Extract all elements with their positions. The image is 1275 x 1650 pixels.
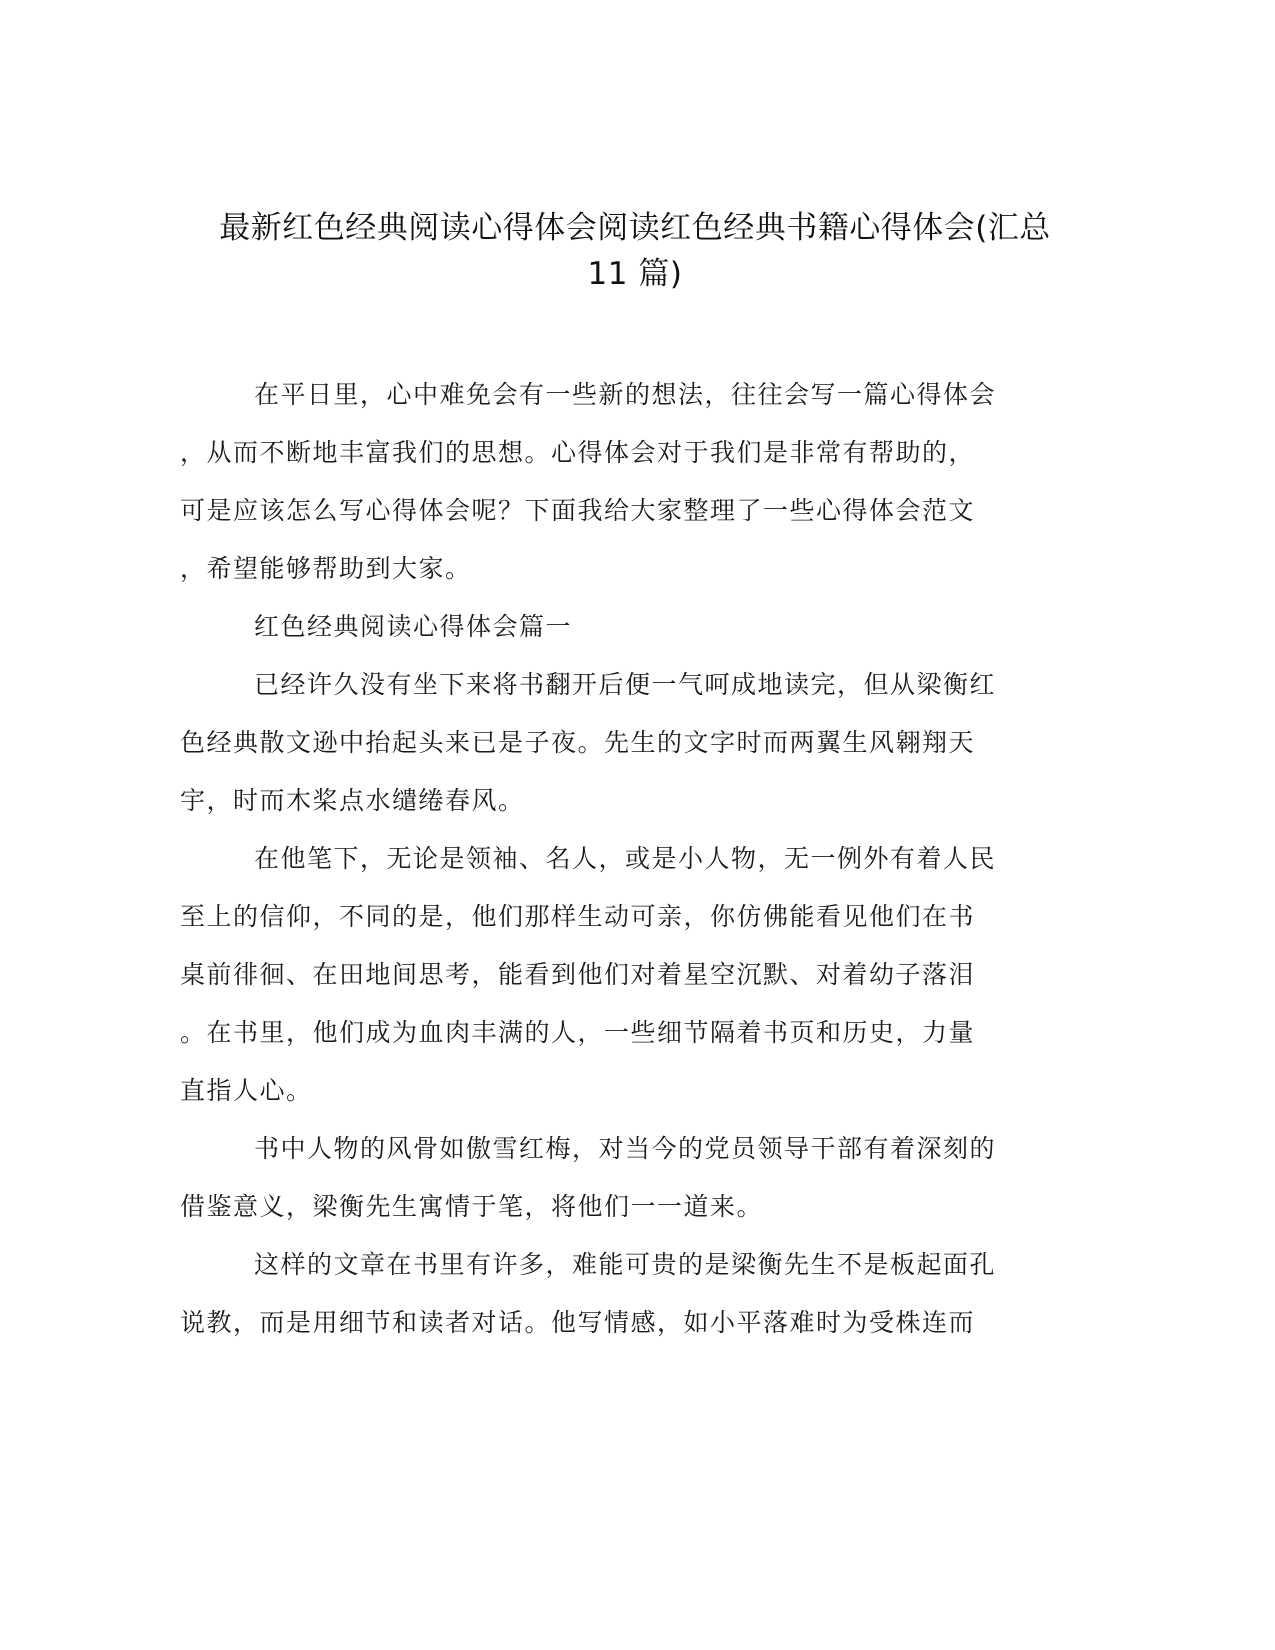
paragraph-1-line-1: 已经许久没有坐下来将书翻开后便一气呵成地读完，但从梁衡红 bbox=[254, 670, 997, 699]
title-line-2: 11 篇) bbox=[587, 256, 683, 292]
paragraph-2-line-3: 桌前徘徊、在田地间思考，能看到他们对着星空沉默、对着幼子落泪 bbox=[180, 960, 976, 989]
paragraph-2-line-4: 。在书里，他们成为血肉丰满的人，一些细节隔着书页和历史，力量 bbox=[180, 1018, 976, 1047]
paragraph-1-line-3: 宇，时而木桨点水缱绻春风。 bbox=[180, 786, 525, 815]
paragraph-1-line-2: 色经典散文逊中抬起头来已是子夜。先生的文字时而两翼生风翱翔天 bbox=[180, 728, 976, 757]
paragraph-intro-line-3: 可是应该怎么写心得体会呢？下面我给大家整理了一些心得体会范文 bbox=[180, 496, 976, 525]
paragraph-intro-line-2: ，从而不断地丰富我们的思想。心得体会对于我们是非常有帮助的， bbox=[180, 438, 976, 467]
paragraph-4-line-2: 说教，而是用细节和读者对话。他写情感，如小平落难时为受株连而 bbox=[180, 1308, 976, 1337]
paragraph-intro-line-4: ，希望能够帮助到大家。 bbox=[180, 554, 472, 583]
paragraph-4-line-1: 这样的文章在书里有许多，难能可贵的是梁衡先生不是板起面孔 bbox=[254, 1250, 997, 1279]
paragraph-3-line-1: 书中人物的风骨如傲雪红梅，对当今的党员领导干部有着深刻的 bbox=[254, 1134, 997, 1163]
document-title bbox=[180, 205, 1090, 297]
document-body bbox=[180, 366, 1046, 1352]
paragraph-2-line-5: 直指人心。 bbox=[180, 1076, 313, 1105]
paragraph-intro-line-1: 在平日里，心中难免会有一些新的想法，往往会写一篇心得体会 bbox=[254, 380, 997, 409]
paragraph-2-line-1: 在他笔下，无论是领袖、名人，或是小人物，无一例外有着人民 bbox=[254, 844, 997, 873]
section-heading: 红色经典阅读心得体会篇一 bbox=[254, 612, 573, 641]
paragraph-3-line-2: 借鉴意义，梁衡先生寓情于笔，将他们一一道来。 bbox=[180, 1192, 764, 1221]
title-line-1: 最新红色经典阅读心得体会阅读红色经典书籍心得体会(汇总 bbox=[219, 210, 1051, 246]
paragraph-2-line-2: 至上的信仰，不同的是，他们那样生动可亲，你仿佛能看见他们在书 bbox=[180, 902, 976, 931]
